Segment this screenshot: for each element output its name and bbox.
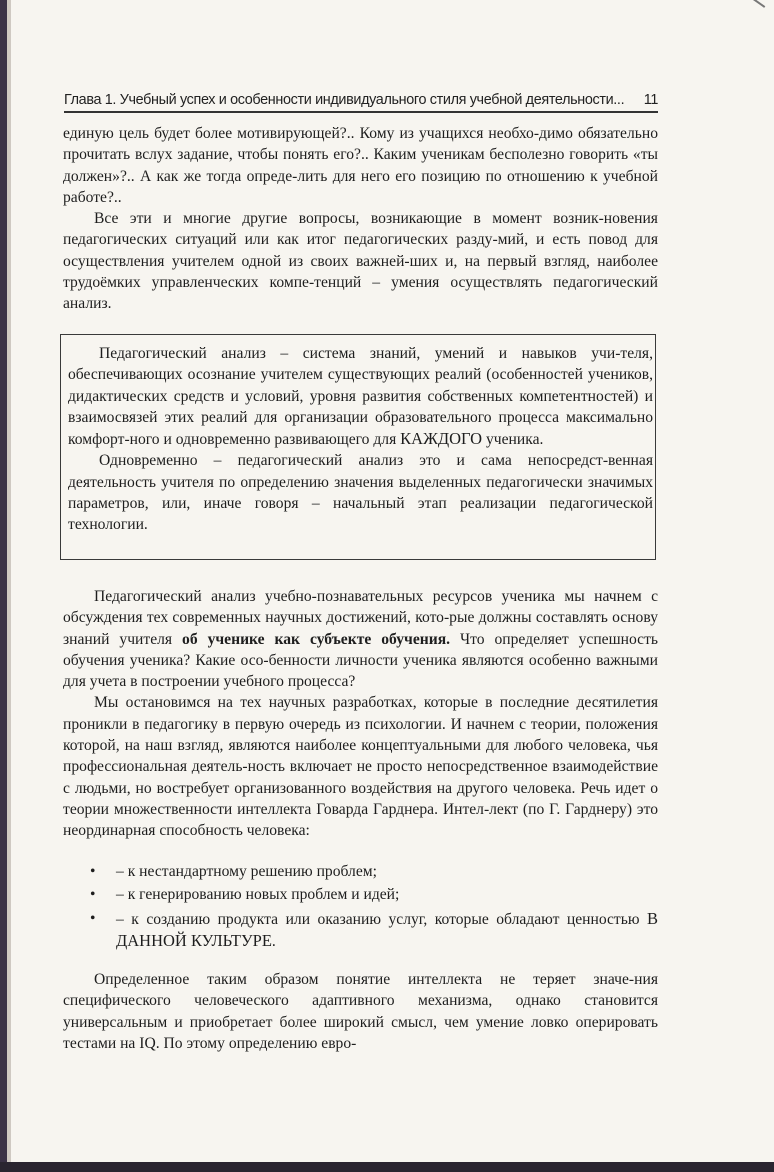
paragraph: Все эти и многие другие вопросы, возникающие в момент возник-новения педагогических ситуаций или как итог педагогических разду-мий, и есть повод для осуществления учителем одной из своих важней-ших и, на первый взгляд, наиболее трудоёмких управленческих компе-тенций – умения осуществлять педагогический анализ.	[63, 210, 658, 313]
scan-corner-mark	[753, 0, 766, 8]
emphasis-text: КАЖДОГО	[400, 429, 483, 449]
bullet-dot-icon: •	[90, 886, 96, 904]
header-rule	[64, 111, 658, 113]
bullet-text: – к генерированию новых проблем и идей;	[116, 886, 400, 904]
bullet-item	[90, 861, 658, 882]
paragraph-text-part: Что определяет успешность обучения ученика? Какие осо-бенности личности ученика являются особенно важными для учета в построении учебного процесса?	[63, 630, 658, 691]
definition-paragraph	[68, 343, 653, 450]
bold-phrase: об ученике как субъекте обучения.	[182, 630, 451, 648]
bullet-dot-icon: •	[90, 909, 96, 927]
bullet-text: – к созданию продукта или оказанию услуг, которые обладают ценностью	[116, 910, 647, 928]
bullet-item	[90, 884, 658, 905]
chapter-title: Глава 1. Учебный успех и особенности индивидуального стиля учебной деятельности...	[64, 92, 625, 108]
bullet-item	[90, 908, 658, 953]
main-text	[63, 586, 658, 842]
page-number: 11	[643, 92, 658, 108]
book-spine-edge	[0, 0, 7, 1172]
paragraph: Мы остановимся на тех научных разработках, которые в последние десятилетия проникли в педагогику в первую очередь из психологии. И начнем с теории, положения которой, на наш взгляд, являются наиболее концептуальными для любого человека, чья профессиональная деятель-ность включает не просто непосредственное взаимодействие с людьми, но востребует организованного воздействия на другого человека. Речь идет о теории множественности интеллекта Говарда Гарднера. Интел-лект (по Г. Гарднеру) это неординарная способность человека:	[63, 694, 658, 840]
definition-paragraph: Одновременно – педагогический анализ это и сама непосредст-венная деятельность учителя по определению значения выделенных педагогически значимых параметров, или, иначе говоря – начальный этап реализации педагогической технологии.	[68, 452, 653, 534]
scan-bottom-edge	[0, 1162, 774, 1172]
intro-text	[63, 123, 658, 315]
paragraph: Определенное таким образом понятие интеллекта не теряет значе-ния специфического человеческого адаптивного механизма, однако становится универсальным и приобретает более широкий смысл, чем умение ловко оперировать тестами на IQ. По этому определению евро-	[63, 971, 658, 1052]
definition-text-part: Педагогический анализ – система знаний, умений и навыков учи-теля, обеспечивающих осознание учителем существующих реалий (особенностей учеников, дидактических средств и условий, уровня развития собственных компетентностей) и взаимосвязей этих реалий для организации образовательного процесса максимально комфорт-ного и одновременно развивающего для	[68, 345, 653, 449]
running-header	[64, 84, 658, 108]
paragraph: единую цель будет более мотивирующей?.. Кому из учащихся необхо-димо обязательно прочитать вслух задание, чтобы понять его?.. Каким ученикам бесполезно говорить «ты должен»?.. А как же тогда опреде-лить для него его позицию по отношению к учебной работе?..	[63, 125, 658, 206]
paragraph-text-part: Педагогический анализ учебно-познавательных ресурсов ученика мы начнем с обсуждения тех современных научных достижений, кото-рые должны составлять основу знаний учителя	[63, 588, 658, 648]
bullet-list	[90, 861, 658, 952]
page-gutter-shadow	[7, 0, 11, 1172]
closing-text	[63, 969, 658, 1054]
definition-text	[68, 343, 653, 536]
paragraph	[63, 586, 658, 692]
bullet-text: – к нестандартному решению проблем;	[116, 863, 377, 880]
definition-text-part: ученика.	[482, 431, 544, 449]
bullet-dot-icon: •	[90, 863, 96, 880]
bullet-text: .	[271, 932, 276, 950]
emphasis-text: В ДАННОЙ КУЛЬТУРЕ	[116, 908, 658, 950]
